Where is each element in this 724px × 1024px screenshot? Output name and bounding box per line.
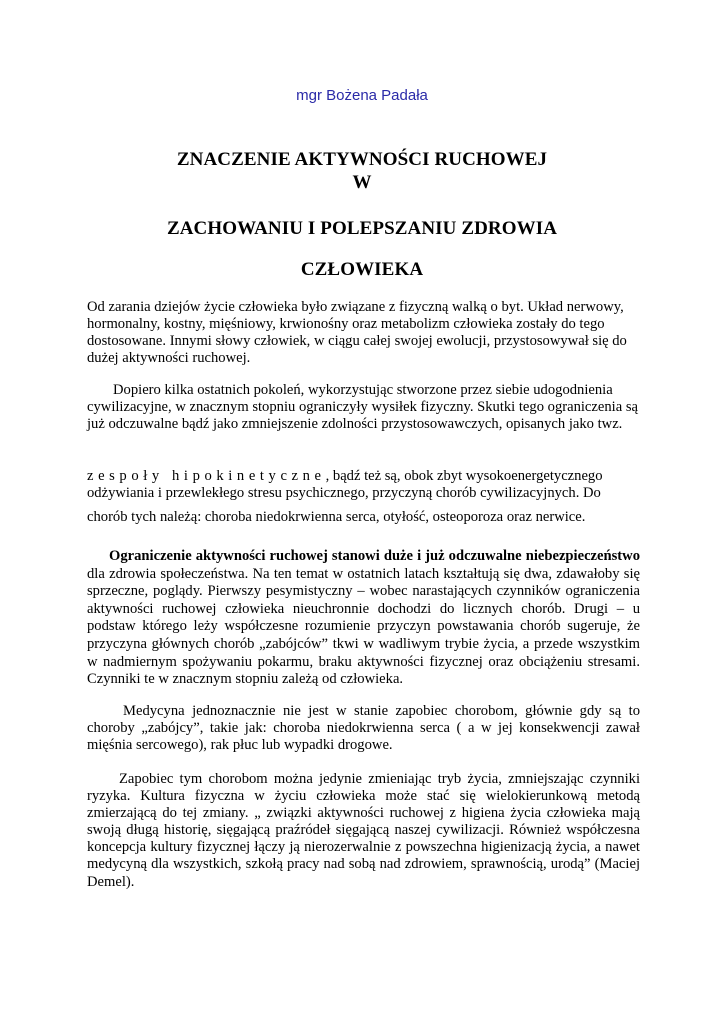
paragraph-4-text: dla zdrowia społeczeństwa. Na ten temat w ostatnich latach kształtują się dwa, zdawałoby się sprzeczne, poglądy. Pierwszy pesymistyczny – wobec narastających czynników ograniczenia aktywności ruchowej człowieka nieuchronnie dochodzi do licznych chorób. Drugi – u podstaw którego leży współczesne rozumienie przyczyn powstawania chorób sugeruje, że przyczyna głównych chorób „zabójców” tkwi w wadliwym trybie życia, a przede wszystkim w nadmiernym spożywaniu pokarmu, braku aktywności fizycznej oraz obciążeniu stresami. Czynniki te w znacznym stopniu zależą od człowieka. [87,565,640,688]
paragraph-1: Od zarania dziejów życie człowieka było związane z fizyczną walką o byt. Układ nerwowy, hormonalny, kostny, mięśniowy, krwionośny oraz metabolizm człowieka zostały do tego dostosowane. Innymi słowy człowiek, w ciągu całej swojej ewolucji, przystosowywał się do dużej aktywności ruchowej. [87,299,627,367]
spaced-term: zespoły hipokinetyczne [87,468,326,484]
author-name: mgr Bożena Padała [296,87,428,104]
paragraph-4 [87,548,640,689]
title-line-2: W [352,172,372,193]
title-line-1: ZNACZENIE AKTYWNOŚCI RUCHOWEJ [176,149,548,170]
paragraph-3 [87,468,640,502]
title-line-3: ZACHOWANIU I POLEPSZANIU ZDROWIA [166,218,558,239]
paragraph-2: Dopiero kilka ostatnich pokoleń, wykorzystując stworzone przez siebie udogodnienia cywilizacyjne, w znacznym stopniu ograniczyły wysiłek fizyczny. Skutki tego ograniczenia są już odczuwalne bądź jako zmniejszenie zdolności przystosowawczych, opisanych jako twz. [87,382,638,433]
paragraph-5: Medycyna jednoznacznie nie jest w stanie zapobiec chorobom, głównie gdy są to choroby „zabójcy”, takie jak: choroba niedokrwienna serca ( a w jej konsekwencji zawał mięśnia sercowego), rak płuc lub wypadki drogowe. [87,703,640,754]
paragraph-6: Zapobiec tym chorobom można jedynie zmieniając tryb życia, zmniejszając czynniki ryzyka. Kultura fizyczna w życiu człowieka może stać się wielokierunkową metodą zmierzającą do tej zmiany. „ związki aktywności ruchowej z higiena życia człowieka mają swoją długą historię, sięgającą praźródeł sięgającą naszej cywilizacji. Również współczesna koncepcja kultury fizycznej łączy ją nierozerwalnie z powszechna higienizacją życia, a nawet medycyną dla wszystkich, szkołą pracy nad sobą nad zdrowiem, sprawnością, urodą” (Maciej Demel). [87,771,640,890]
paragraph-3-line-2: chorób tych należą: choroba niedokrwienna serca, otyłość, osteoporoza oraz nerwice. [87,509,586,525]
title-line-4: CZŁOWIEKA [300,259,424,280]
paragraph-3-text: , bądź też są, obok zbyt wysokoenergetycznego odżywiania i przewlekłego stresu psychicznego, przyczyną chorób cywilizacyjnych. Do [87,468,603,502]
paragraph-4-bold-lead: Ograniczenie aktywności ruchowej stanowi duże i już odczuwalne niebezpieczeństwo [109,548,640,564]
